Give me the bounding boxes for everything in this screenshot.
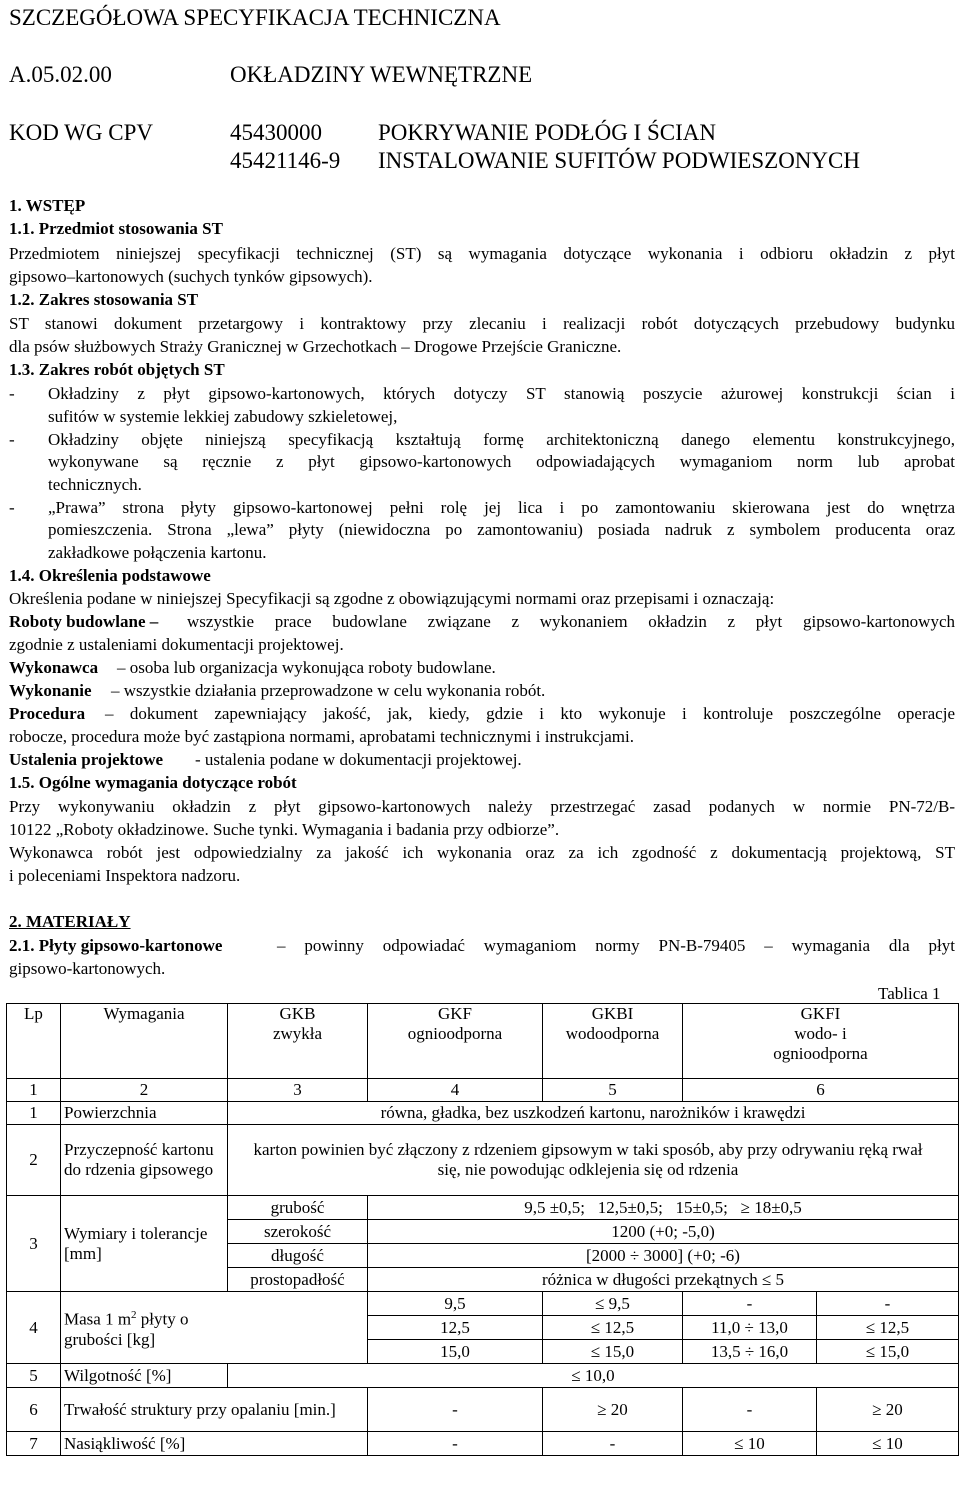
bullet-text: Okładziny objęte niniejszą specyfikacją kształtują formę architektoniczną danego elementu konstrukcyjnego, [48,430,955,449]
definition-term: Wykonanie [9,681,92,700]
table-cell: 1200 (+0; -5,0) [368,1220,959,1244]
header-line: ognioodporna [773,1044,868,1063]
col-lp-header: Lp [7,1004,61,1079]
definition-text: – dokument zapewniający jakość, jak, kiedy, gdzie i kto wykonuje i kontroluje poszczególne operacje [105,704,955,723]
section-1-5-heading: 1.5. Ogólne wymagania dotyczące robót [9,773,297,792]
mass-label-a: Masa 1 m [64,1309,132,1329]
table-cell: długość [228,1244,368,1268]
section-1-1-heading: 1.1. Przedmiot stosowania ST [9,219,223,238]
header-line: GKF [437,1004,472,1023]
definition-term: Wykonawca [9,658,99,677]
mass-label-b: płyty o grubości [kg] [64,1309,189,1349]
header-line: GKB [279,1004,316,1023]
cpv-label: KOD WG CPV [9,120,153,145]
table-cell: Wymiary i tolerancje [mm] [61,1196,228,1292]
col-gkfi-header [683,1004,959,1079]
table-cell: szerokość [228,1220,368,1244]
table-cell [61,1292,368,1364]
table-cell: Nasiąkliwość [%] [61,1432,368,1456]
bullet-dash: - [9,384,15,403]
table-cell: ≤ 10,0 [228,1364,959,1388]
table-cell: 2 [61,1079,228,1102]
table-cell: ≤ 9,5 [543,1292,683,1316]
header-line: wodoodporna [565,1024,660,1043]
col-gkbi-header [543,1004,683,1079]
spec-code: A.05.02.00 [9,62,112,87]
table-cell: - [683,1388,817,1432]
table-cell: 1 [7,1102,61,1125]
table-cell: Powierzchnia [61,1102,228,1125]
table-cell: równa, gładka, bez uszkodzeń kartonu, narożników i krawędzi [228,1102,959,1125]
paragraph: 10122 „Roboty okładzinowe. Suche tynki. Wymagania i badania przy odbiorze”. [9,820,560,839]
table-cell: grubość [228,1196,368,1220]
table-cell: ≤ 10 [817,1432,959,1456]
section-2-1-heading: 2.1. Płyty gipsowo-kartonowe [9,936,223,955]
table-row [7,1079,959,1102]
table-cell: - [817,1292,959,1316]
bullet-text: Okładziny z płyt gipsowo-kartonowych, których dotyczy ST stanowią poszycie ażurowej konstrukcji ścian i [48,384,955,403]
table-row [7,1364,959,1388]
bullet-dash: - [9,498,15,517]
table-cell: 6 [7,1388,61,1432]
table-cell: 1 [7,1079,61,1102]
section-1-2-heading: 1.2. Zakres stosowania ST [9,290,199,309]
bullet-text: pomieszczenia. Strona „lewa” płyty (niewidoczna po zamontowaniu) posiada nadruk z symbolem producenta oraz [48,520,955,539]
table-cell: ≤ 12,5 [817,1316,959,1340]
paragraph: ST stanowi dokument przetargowy i kontraktowy przy zlecaniu i realizacji robót dotyczących przebudowy budynku [9,314,955,333]
table-cell: - [543,1432,683,1456]
definition-term: Procedura [9,704,86,723]
cpv-desc-2: INSTALOWANIE SUFITÓW PODWIESZONYCH [378,148,860,173]
bullet-dash: - [9,430,15,449]
paragraph: gipsowo–kartonowych (suchych tynków gipsowych). [9,267,373,286]
table-cell: 12,5 [368,1316,543,1340]
table-cell: ≤ 10 [683,1432,817,1456]
table-cell: prostopadłość [228,1268,368,1292]
table-cell: 11,0 ÷ 13,0 [683,1316,817,1340]
col-gkb-header [228,1004,368,1079]
table-row [7,1292,959,1316]
bullet-text: zakładkowe połączenia kartonu. [48,543,267,562]
table-cell: Wilgotność [%] [61,1364,228,1388]
cpv-code-2: 45421146-9 [230,148,341,173]
table-cell: ≥ 20 [543,1388,683,1432]
definition-term: Roboty budowlane – [9,612,159,631]
table-cell: - [368,1432,543,1456]
header-line: wodo- i [794,1024,847,1043]
cpv-code-1: 45430000 [230,120,322,145]
paragraph: Wykonawca robót jest odpowiedzialny za jakość ich wykonania oraz za ich zgodność z dokumentacją projektową, ST [9,843,955,862]
cell-text: Trwałość struktury przy opalaniu [min.] [64,1399,336,1419]
col-gkf-header [368,1004,543,1079]
definition-text: wszystkie prace budowlane związane z wykonaniem okładzin z płyt gipsowo-kartonowych [187,612,955,631]
paragraph: Przedmiotem niniejszej specyfikacji technicznej (ST) są wymagania dotyczące wykonania i odbioru okładzin z płyt [9,244,955,263]
table-cell: - [368,1388,543,1432]
spec-code-title: OKŁADZINY WEWNĘTRZNE [230,62,533,87]
table-cell: 4 [7,1292,61,1364]
table-row [7,1432,959,1456]
table-row [7,1196,959,1220]
section-1-heading: 1. WSTĘP [9,196,86,215]
table-cell: karton powinien być złączony z rdzeniem gipsowym w taki sposób, aby przy odrywaniu ręką rwał się, nie powodując odklejenia się od rdzenia [228,1125,959,1196]
table-caption: Tablica 1 [878,984,941,1003]
section-2-heading: 2. MATERIAŁY [9,912,131,931]
definition-text: – wszystkie działania przeprowadzone w celu wykonania robót. [111,681,546,700]
table-cell: 9,5 ±0,5; 12,5±0,5; 15±0,5; ≥ 18±0,5 [368,1196,959,1220]
table-cell [61,1388,368,1432]
paragraph: Określenia podane w niniejszej Specyfikacji są zgodne z obowiązującymi normami oraz przepisami i oznaczają: [9,589,775,608]
section-1-3-heading: 1.3. Zakres robót objętych ST [9,360,225,379]
table-cell: Przyczepność kartonu do rdzenia gipsowego [61,1125,228,1196]
doc-title: SZCZEGÓŁOWA SPECYFIKACJA TECHNICZNA [9,5,501,30]
section-1-4-heading: 1.4. Określenia podstawowe [9,566,211,585]
table-cell: 13,5 ÷ 16,0 [683,1340,817,1364]
table-cell: 3 [228,1079,368,1102]
table-cell: [2000 ÷ 3000] (+0; -6) [368,1244,959,1268]
table-header-row [7,1004,959,1079]
table-cell: ≤ 15,0 [817,1340,959,1364]
table-cell: 2 [7,1125,61,1196]
table-cell: 3 [7,1196,61,1292]
table-cell: ≤ 15,0 [543,1340,683,1364]
table-cell: - [683,1292,817,1316]
definition-term: Ustalenia projektowe [9,750,164,769]
definition-text: zgodnie z ustaleniami dokumentacji projektowej. [9,635,344,654]
table-cell: ≤ 12,5 [543,1316,683,1340]
definition-text: robocze, procedura może być zastąpiona normami, aprobatami technicznymi i instrukcjami. [9,727,634,746]
requirements-table [6,1003,959,1456]
paragraph: – powinny odpowiadać wymaganiom normy PN-B-79405 – wymagania dla płyt [277,936,955,955]
table-cell: 9,5 [368,1292,543,1316]
col-requirements-header: Wymagania [61,1004,228,1079]
table-cell: 4 [368,1079,543,1102]
bullet-text: „Prawa” strona płyty gipsowo-kartonowej pełni rolę jej lica i po zamontowaniu skierowana jest do wnętrza [48,498,955,517]
bullet-text: wykonywane są ręcznie z płyt gipsowo-kartonowych odpowiadających wymaganiom norm lub aprobat [48,452,955,471]
bullet-text: sufitów w systemie lekkiej zabudowy szkieletowej, [48,407,398,426]
paragraph: dla psów służbowych Straży Granicznej w Grzechotkach – Drogowe Przejście Graniczne. [9,337,622,356]
header-line: ognioodporna [407,1024,503,1043]
mass-label-sup: 2 [131,1309,137,1322]
definition-text: – osoba lub organizacja wykonująca roboty budowlane. [117,658,496,677]
header-line: zwykła [272,1024,323,1043]
paragraph: Przy wykonywaniu okładzin z płyt gipsowo-kartonowych należy przestrzegać zasad podanych w normie PN-72/B- [9,797,955,816]
header-line: GKFI [800,1004,841,1023]
table-row [7,1388,959,1432]
header-line: GKBI [591,1004,634,1023]
bullet-text: technicznych. [48,475,142,494]
cpv-desc-1: POKRYWANIE PODŁÓG I ŚCIAN [378,120,716,145]
mass-label [64,1305,224,1350]
table-cell: 6 [683,1079,959,1102]
table-cell: 7 [7,1432,61,1456]
paragraph: i poleceniami Inspektora nadzoru. [9,866,241,885]
paragraph: gipsowo-kartonowych. [9,959,166,978]
table-row [7,1125,959,1196]
table-cell: 5 [543,1079,683,1102]
table-cell: ≥ 20 [817,1388,959,1432]
table-cell: 15,0 [368,1340,543,1364]
table-cell: 5 [7,1364,61,1388]
definition-text: - ustalenia podane w dokumentacji projektowej. [195,750,522,769]
table-row [7,1102,959,1125]
table-cell: różnica w długości przekątnych ≤ 5 [368,1268,959,1292]
